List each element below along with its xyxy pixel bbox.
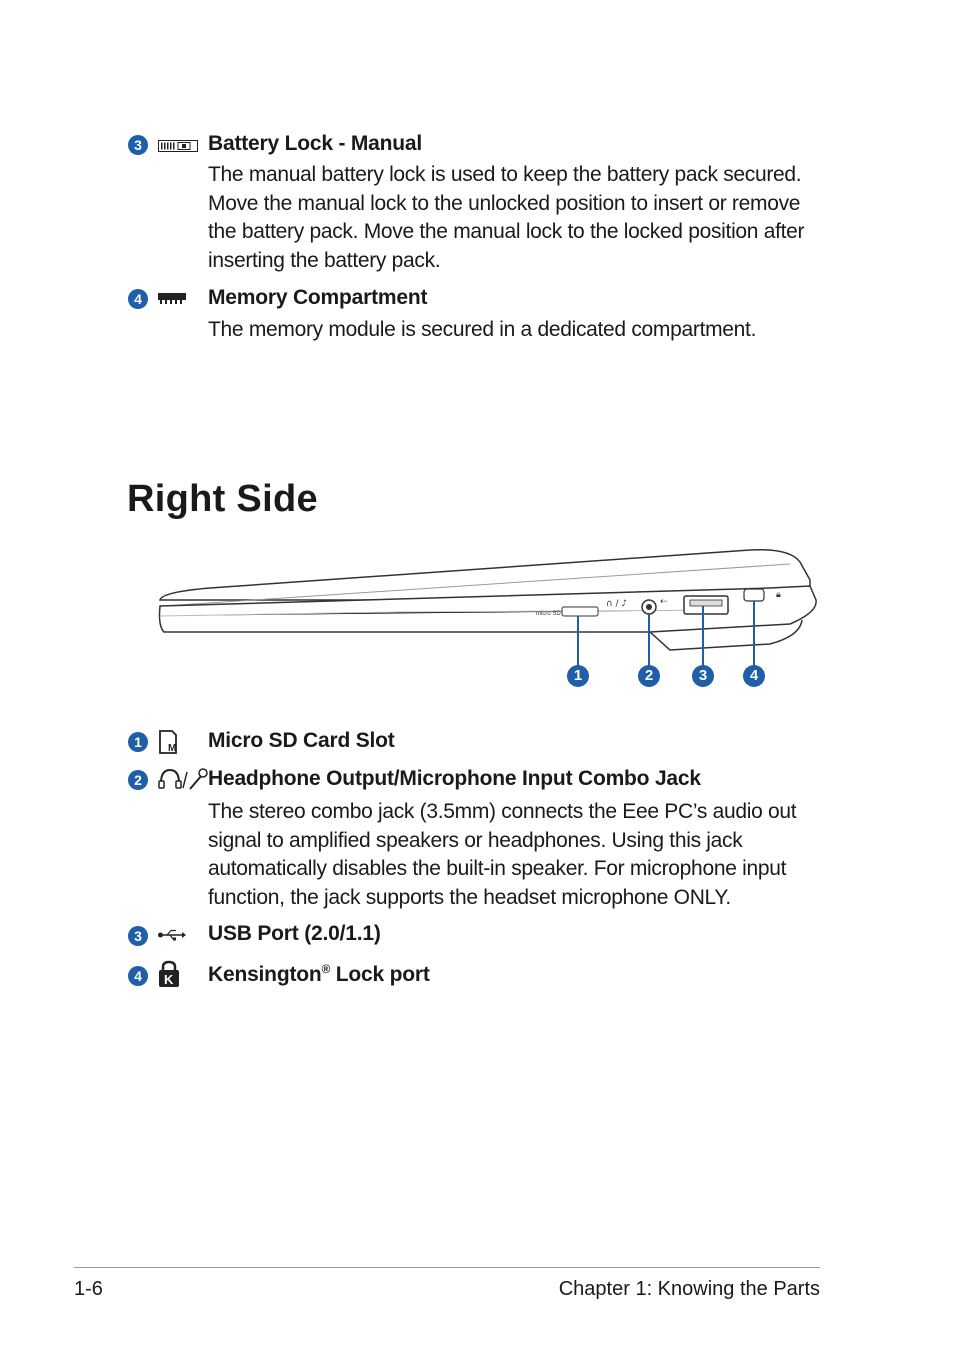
item-number: 3 (128, 135, 148, 155)
micro-sd-port-label: micro SD (536, 611, 561, 617)
kensington-lock-icon (158, 960, 180, 993)
item-number: 3 (128, 926, 148, 946)
heading-text: Kensington (208, 963, 322, 986)
item-number: 4 (128, 289, 148, 309)
figure-callout-3: 3 (692, 665, 714, 687)
section-title: Right Side (127, 478, 318, 520)
svg-text:K: K (164, 972, 174, 987)
item-description: The manual battery lock is used to keep the battery pack secured. Move the manual lock to the unlocked position to insert or remove the battery pack. Move the manual lock to the locked position after inserting the battery pack. (208, 163, 805, 273)
battery-lock-icon (158, 139, 198, 157)
micro-sd-icon (158, 729, 182, 760)
figure-callout-1: 1 (567, 665, 589, 687)
figure-callout-2: 2 (638, 665, 660, 687)
page-number: 1-6 (74, 1278, 103, 1300)
memory-module-icon (158, 292, 186, 310)
footer-divider (74, 1267, 820, 1268)
item-heading: Micro SD Card Slot (208, 729, 395, 752)
item-heading: USB Port (2.0/1.1) (208, 922, 381, 945)
kensington-glyph: 🔒︎ (776, 590, 781, 600)
item-number: 2 (128, 770, 148, 790)
registered-mark: ® (321, 962, 331, 976)
item-heading: Memory Compartment (208, 286, 428, 309)
item-description: The memory module is secured in a dedicated compartment. (208, 318, 757, 341)
item-heading: Battery Lock - Manual (208, 132, 423, 155)
kensington-lock-slot (744, 589, 764, 601)
figure-callout-4: 4 (743, 665, 765, 687)
item-description: The stereo combo jack (3.5mm) connects the Eee PC’s audio out signal to amplified speakers or headphones. Using this jack automatically disables the built-in speaker. For microphone input function, the jack supports the headset microphone ONLY. (208, 800, 797, 910)
item-heading (208, 962, 430, 987)
combo-jack-glyph: ∩ / ♪ (606, 599, 628, 609)
laptop-right-side-figure (150, 540, 830, 700)
item-number: 1 (128, 732, 148, 752)
item-heading: Headphone Output/Microphone Input Combo Jack (208, 767, 701, 790)
heading-text: Lock port (330, 963, 430, 986)
headphone-microphone-icon (158, 767, 208, 796)
usb-port-glyph: ⇠ (660, 597, 668, 607)
chapter-title: Chapter 1: Knowing the Parts (558, 1278, 820, 1300)
usb-icon (158, 928, 186, 946)
micro-sd-slot (562, 607, 598, 616)
item-number: 4 (128, 966, 148, 986)
svg-text:M: M (168, 743, 177, 754)
